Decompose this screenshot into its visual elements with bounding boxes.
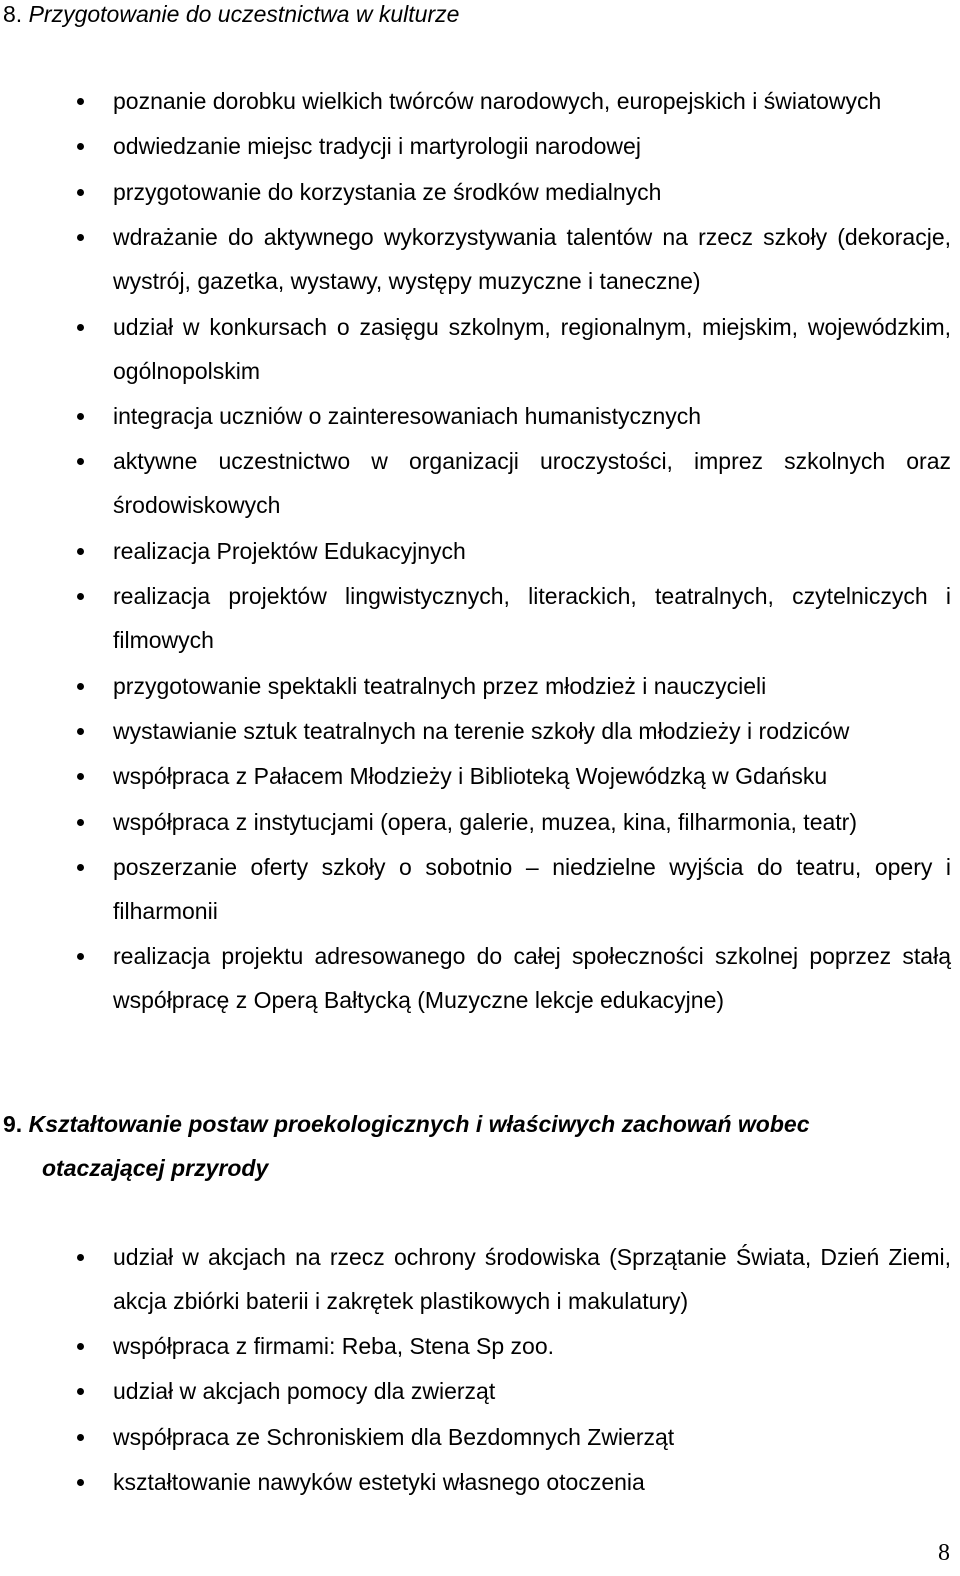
section-9-heading-line-1 [3,1102,913,1146]
bullet-icon [77,1343,84,1350]
bullet-icon [77,189,84,196]
bullet-icon [77,819,84,826]
list-item: współpraca z instytucjami (opera, galerie, muzea, kina, filharmonia, teatr) [0,800,960,844]
list-item: wystawianie sztuk teatralnych na terenie szkoły dla młodzieży i rodziców [0,709,960,753]
list-item: współpraca ze Schroniskiem dla Bezdomnych Zwierząt [0,1415,960,1459]
section-9-title-line-2: otaczającej przyrody [42,1155,269,1181]
bullet-icon [77,458,84,465]
bullet-icon [77,324,84,331]
section-8-list [0,79,960,1024]
list-item: realizacja Projektów Edukacyjnych [0,529,960,573]
section-9-list [0,1235,960,1505]
list-item: udział w konkursach o zasięgu szkolnym, regionalnym, miejskim, wojewódzkim, ogólnopolskim [0,305,960,393]
list-item: przygotowanie spektakli teatralnych przez młodzież i nauczycieli [0,664,960,708]
list-item: współpraca z Pałacem Młodzieży i Biblioteką Wojewódzką w Gdańsku [0,754,960,798]
list-item: odwiedzanie miejsc tradycji i martyrologii narodowej [0,124,960,168]
list-item: przygotowanie do korzystania ze środków medialnych [0,170,960,214]
list-item: poszerzanie oferty szkoły o sobotnio – niedzielne wyjścia do teatru, opery i filharmonii [0,845,960,933]
list-item: kształtowanie nawyków estetyki własnego otoczenia [0,1460,960,1504]
bullet-icon [77,683,84,690]
list-item: integracja uczniów o zainteresowaniach humanistycznych [0,394,960,438]
list-item: udział w akcjach pomocy dla zwierząt [0,1369,960,1413]
list-item: poznanie dorobku wielkich twórców narodowych, europejskich i światowych [0,79,960,123]
list-item: realizacja projektów lingwistycznych, literackich, teatralnych, czytelniczych i filmowych [0,574,960,662]
list-item: wdrażanie do aktywnego wykorzystywania talentów na rzecz szkoły (dekoracje, wystrój, gazetka, wystawy, występy muzyczne i taneczne) [0,215,960,303]
bullet-icon [77,143,84,150]
page-number: 8 [938,1540,950,1566]
bullet-icon [77,773,84,780]
bullet-icon [77,864,84,871]
bullet-icon [77,1434,84,1441]
section-9-heading [3,1102,913,1190]
section-9-number: 9. [3,1111,23,1137]
bullet-icon [77,1479,84,1486]
bullet-icon [77,234,84,241]
bullet-icon [77,1388,84,1395]
section-8-heading [3,0,913,36]
section-8-title: Przygotowanie do uczestnictwa w kulturze [28,1,460,27]
list-item: realizacja projektu adresowanego do całej społeczności szkolnej poprzez stałą współpracę z Operą Bałtycką (Muzyczne lekcje edukacyjne) [0,934,960,1022]
bullet-icon [77,548,84,555]
list-item: aktywne uczestnictwo w organizacji uroczystości, imprez szkolnych oraz środowiskowych [0,439,960,527]
section-8-number: 8. [3,1,23,27]
list-item: udział w akcjach na rzecz ochrony środowiska (Sprzątanie Świata, Dzień Ziemi, akcja zbiórki baterii i zakrętek plastikowych i makulatury) [0,1235,960,1323]
bullet-icon [77,728,84,735]
bullet-icon [77,413,84,420]
section-9-title-line-1: Kształtowanie postaw proekologicznych i właściwych zachowań wobec [28,1111,810,1137]
bullet-icon [77,98,84,105]
bullet-icon [77,593,84,600]
bullet-icon [77,1254,84,1261]
bullet-icon [77,953,84,960]
list-item: współpraca z firmami: Reba, Stena Sp zoo. [0,1324,960,1368]
